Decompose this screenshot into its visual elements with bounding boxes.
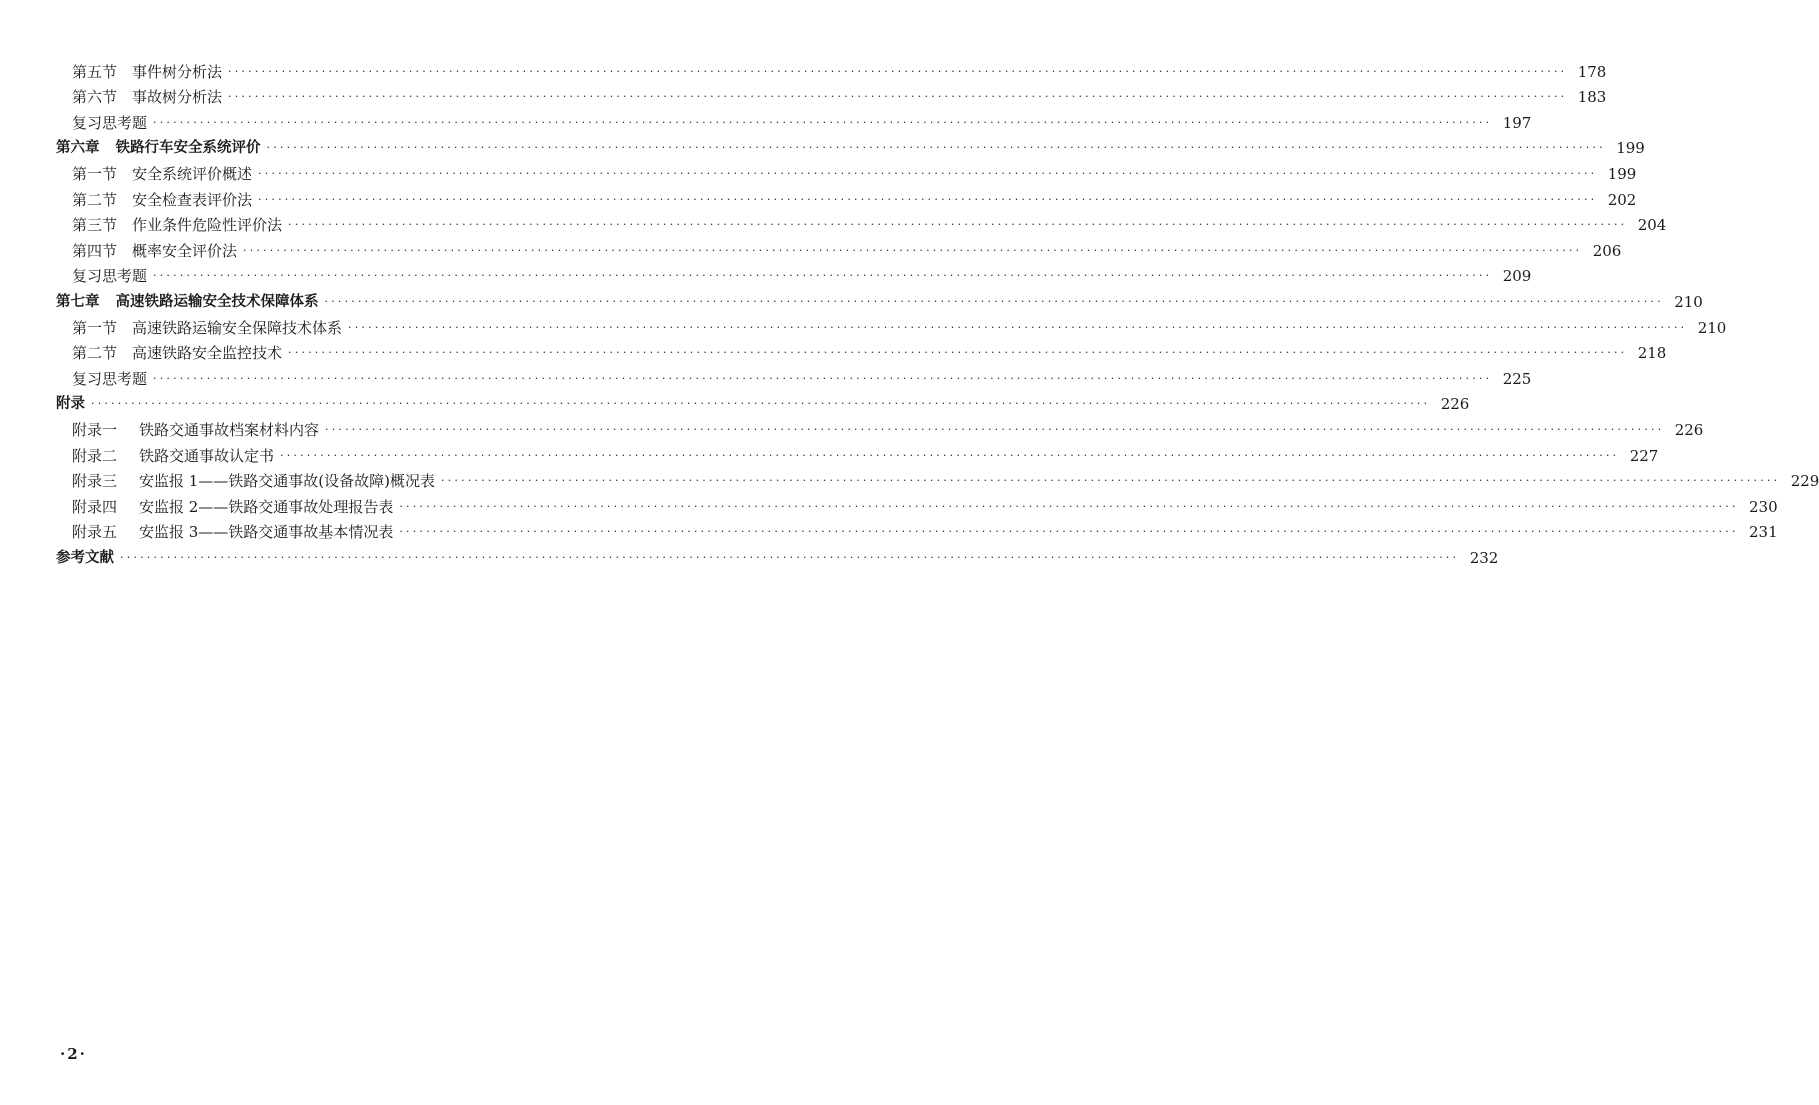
toc-chapter-row[interactable] (0, 288, 1703, 314)
toc-entry-title: 安监报 3——铁路交通事故基本情况表 (139, 523, 394, 542)
toc-entry-label (56, 548, 114, 568)
toc-entry-label (72, 446, 274, 466)
toc-page-number: 227 (1629, 446, 1659, 465)
toc-entry-title: 概率安全评价法 (132, 241, 238, 260)
toc-leader-dots: ········································································································································································································ (348, 320, 1688, 334)
toc-entry-title: 高速铁路安全监控技术 (132, 344, 283, 363)
toc-section-row[interactable] (0, 58, 1607, 84)
page-number: ·2· (60, 1045, 87, 1063)
toc-entry-number: 第一节 (72, 164, 118, 183)
toc-section-row[interactable] (0, 186, 1637, 212)
toc-entry-title: 安监报 1——铁路交通事故(设备故障)概况表 (139, 472, 436, 491)
toc-chapter-row[interactable] (0, 135, 1645, 161)
toc-leader-dots: ········································································································································································································ (153, 371, 1493, 385)
toc-entry-title: 事件树分析法 (132, 62, 223, 81)
toc-entry-number: 附录五 (72, 523, 118, 542)
toc-leader-dots: ········································································································································································································ (153, 269, 1493, 283)
toc-entry-label (72, 343, 282, 363)
toc-page-number: 197 (1502, 113, 1532, 132)
toc-entry-title: 作业条件危险性评价法 (132, 216, 283, 235)
toc-entry-label (56, 138, 261, 158)
toc-entry-label (72, 471, 435, 491)
toc-section-row[interactable] (0, 493, 1778, 519)
toc-entry-number: 第五节 (72, 62, 118, 81)
toc-entry-number: 第二节 (72, 344, 118, 363)
toc-entry-title: 复习思考题 (72, 267, 148, 286)
toc-entry-title: 安全检查表评价法 (132, 190, 253, 209)
toc-entry-label (72, 87, 222, 107)
toc-page-number: 226 (1674, 420, 1704, 439)
toc-chapter-row[interactable] (0, 391, 1470, 417)
toc-chapter-row[interactable] (0, 544, 1499, 570)
toc-page-number: 210 (1674, 292, 1703, 311)
toc-entry-label (72, 113, 147, 133)
toc-section-row[interactable] (0, 468, 1819, 494)
table-of-contents (0, 58, 1819, 570)
toc-page-number: 206 (1592, 241, 1622, 260)
toc-entry-label (72, 420, 319, 440)
toc-section-row[interactable] (0, 237, 1622, 263)
toc-section-row[interactable] (0, 160, 1637, 186)
toc-entry-title: 铁路行车安全系统评价 (115, 140, 261, 157)
toc-page-number: 178 (1577, 62, 1607, 81)
toc-section-row[interactable] (0, 340, 1667, 366)
toc-entry-label (72, 190, 252, 210)
toc-entry-label (56, 292, 319, 312)
toc-section-row[interactable] (0, 109, 1532, 135)
toc-entry-label (72, 369, 147, 389)
toc-entry-title: 高速铁路运输安全保障技术体系 (132, 318, 343, 337)
toc-entry-label (72, 215, 282, 235)
toc-section-row[interactable] (0, 365, 1532, 391)
toc-leader-dots: ········································································································································································································ (228, 90, 1568, 104)
toc-entry-number: 附录三 (72, 472, 118, 491)
toc-entry-title: 复习思考题 (72, 113, 148, 132)
toc-entry-label (72, 522, 393, 542)
toc-page-number: 210 (1697, 318, 1727, 337)
toc-entry-title: 事故树分析法 (132, 88, 223, 107)
toc-entry-number: 第一节 (72, 318, 118, 337)
toc-section-row[interactable] (0, 442, 1659, 468)
toc-entry-title: 安监报 2——铁路交通事故处理报告表 (139, 497, 394, 516)
toc-leader-dots: ········································································································································································································ (243, 243, 1583, 257)
toc-entry-number: 第四节 (72, 241, 118, 260)
toc-entry-label (72, 497, 393, 517)
toc-page-number: 229 (1790, 472, 1819, 491)
toc-section-row[interactable] (0, 519, 1778, 545)
toc-page-number: 230 (1749, 497, 1778, 516)
toc-entry-title: 铁路交通事故档案材料内容 (139, 420, 320, 439)
toc-leader-dots: ········································································································································································································ (258, 192, 1598, 206)
toc-entry-number: 第六章 (56, 140, 100, 157)
toc-leader-dots: ········································································································································································································ (266, 141, 1606, 155)
toc-entry-title: 复习思考题 (72, 369, 148, 388)
toc-entry-label (72, 62, 222, 82)
toc-leader-dots: ········································································································································································································ (288, 218, 1628, 232)
toc-leader-dots: ········································································································································································································ (153, 115, 1493, 129)
toc-entry-title: 铁路交通事故认定书 (139, 446, 275, 465)
toc-page-number: 218 (1637, 344, 1667, 363)
toc-leader-dots: ········································································································································································································ (324, 294, 1664, 308)
toc-leader-dots: ········································································································································································································ (441, 474, 1781, 488)
toc-entry-number: 附录一 (72, 420, 118, 439)
toc-entry-number: 第三节 (72, 216, 118, 235)
toc-entry-label (72, 266, 147, 286)
toc-entry-number: 第七章 (56, 293, 100, 310)
toc-leader-dots: ········································································································································································································ (399, 499, 1739, 513)
toc-leader-dots: ········································································································································································································ (258, 166, 1598, 180)
toc-page-number: 209 (1502, 267, 1532, 286)
toc-entry-title: 附录 (56, 396, 85, 413)
toc-entry-label (72, 164, 252, 184)
toc-entry-title: 高速铁路运输安全技术保障体系 (115, 293, 319, 310)
toc-leader-dots: ········································································································································································································ (91, 397, 1431, 411)
toc-section-row[interactable] (0, 212, 1667, 238)
toc-page-number: 202 (1607, 190, 1637, 209)
toc-page-number: 226 (1440, 395, 1470, 414)
toc-section-row[interactable] (0, 314, 1727, 340)
toc-entry-label (72, 318, 342, 338)
toc-page-number: 231 (1749, 523, 1778, 542)
toc-entry-number: 第六节 (72, 88, 118, 107)
toc-leader-dots: ········································································································································································································ (325, 422, 1665, 436)
toc-entry-number: 附录四 (72, 497, 118, 516)
toc-page-number: 204 (1637, 216, 1667, 235)
toc-leader-dots: ········································································································································································································ (120, 550, 1460, 564)
toc-entry-number: 第二节 (72, 190, 118, 209)
toc-leader-dots: ········································································································································································································ (288, 346, 1628, 360)
toc-page-number: 232 (1469, 548, 1499, 567)
toc-entry-title: 安全系统评价概述 (132, 164, 253, 183)
toc-leader-dots: ········································································································································································································ (399, 525, 1739, 539)
toc-section-row[interactable] (0, 84, 1607, 110)
toc-leader-dots: ········································································································································································································ (228, 64, 1568, 78)
toc-section-row[interactable] (0, 263, 1532, 289)
toc-page-number: 199 (1616, 139, 1645, 158)
toc-page-number: 225 (1502, 369, 1532, 388)
toc-entry-title: 参考文献 (56, 549, 114, 566)
toc-section-row[interactable] (0, 416, 1704, 442)
toc-entry-label (56, 394, 85, 414)
toc-page-number: 183 (1577, 88, 1607, 107)
toc-page-number: 199 (1607, 164, 1637, 183)
toc-entry-number: 附录二 (72, 446, 118, 465)
toc-leader-dots: ········································································································································································································ (280, 448, 1620, 462)
toc-entry-label (72, 241, 237, 261)
